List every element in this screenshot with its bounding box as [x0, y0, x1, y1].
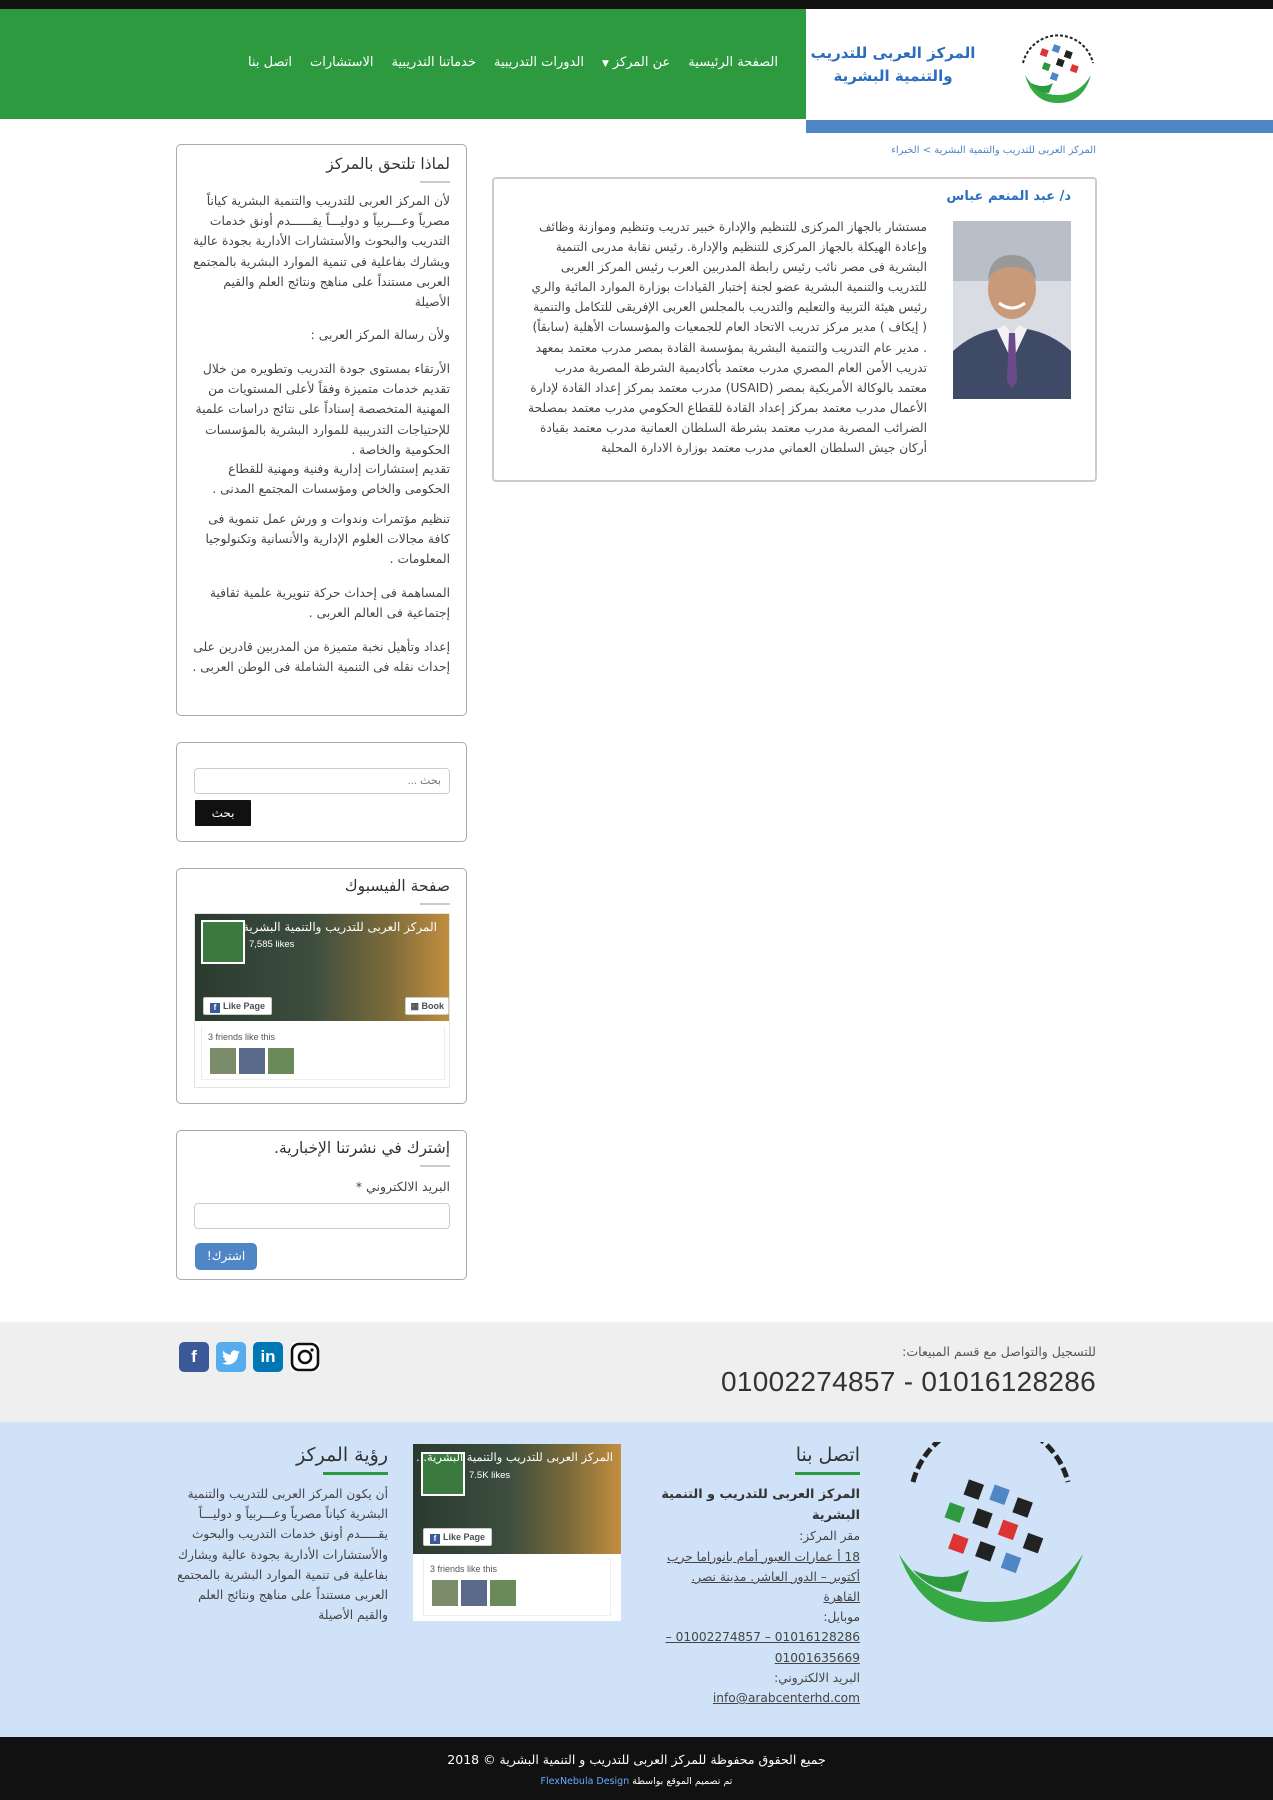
why-join-box [176, 144, 467, 716]
sales-text: للتسجيل والتواصل مع قسم المبيعات: [902, 1344, 1096, 1359]
logo-line-2: والتنمية البشرية [833, 67, 953, 85]
email-label: البريد الالكتروني: [774, 1670, 860, 1685]
facebook-friends-text: 3 friends like this [430, 1564, 498, 1574]
calendar-icon: ▦ [410, 1001, 422, 1011]
facebook-friends-text: 3 friends like this [208, 1032, 276, 1042]
main-nav [248, 55, 778, 70]
header-accent-strip [806, 120, 1273, 133]
breadcrumb-current[interactable]: الخبراء [891, 145, 920, 156]
site-footer [0, 1422, 1273, 1737]
expert-photo [953, 221, 1071, 399]
friend-avatar[interactable] [461, 1580, 487, 1606]
nav-consulting[interactable]: الاستشارات [310, 55, 374, 70]
facebook-page-name[interactable]: المركز العربى للتدريب والتنمية البشرية [242, 920, 437, 934]
why-paragraph-5: تنظيم مؤتمرات وندوات و ورش عمل تنموية فى كافة مجالات العلوم الإدارية والأنسانية وتكنولوجيا المعلومات . [205, 512, 450, 567]
twitter-icon[interactable] [216, 1342, 246, 1372]
facebook-title: صفحة الفيسبوك [344, 877, 450, 895]
contact-details [660, 1484, 860, 1708]
friend-avatar[interactable] [210, 1048, 236, 1074]
friend-avatar[interactable] [239, 1048, 265, 1074]
why-paragraph-1: لأن المركز العربى للتدريب والتنمية البشرية كياناً مصرياً وعـــربياً و دوليـــاً يقــــــدم أونق خدمات التدريب والبحوث والأستشارات الأدارية بجودة عالية ويشارك بفاعلية فى تنمية الموارد البشرية بالمجتمع العربى مستنداً على مناهج ونتائج العلم والقيم الأصيلة [192, 194, 450, 310]
newsletter-email-input[interactable] [194, 1203, 450, 1229]
expert-bio: مستشار بالجهاز المركزى للتنظيم والإدارة خبير تدريب وتنظيم وموازنة وظائف وإعادة الهيكلة بالجهاز المركزى للتنظيم والإدارة. رئيس نقابة مدربى التنمية البشرية فى مصر نائب رئيس رابطة المدربين العرب رئيس المركز العربى للتدريب والتنمية البشرية عضو لجنة إختبار القيادات بوزارة الموارد المائية والري رئيس هيئة التربية والتعليم والتدريب بالمجلس العربى الإفريقى للتكامل والتنمية ( إيكاف ) مدير مركز تدريب الاتحاد العام للجمعيات والمؤسسات الأهلية (سابقاً) . مدير عام التدريب والتنمية البشرية بمؤسسة القادة بمصر مدرب معتمد بمعهد تدريب الأمن العام المصري مدرب معتمد بأكاديمية الشرطة المصرية مدرب معتمد بالوكالة الأمريكية بمصر (USAID) مدرب معتمد بمركز إعداد القادة لإدارة الأعمال مدرب معتمد بمركز إعداد القادة للقطاع الحكومي مدرب معتمد بمصلحة الضرائب المصرية مدرب معتمد بشرطة السلطان العمانية مدرب معتمد بقيادة أركان جيش السلطان العماني مدرب معتمد بوزارة الادارة المحلية [528, 220, 927, 456]
copyright-bar [0, 1737, 1273, 1800]
logo-area[interactable] [806, 9, 1273, 119]
vision-text: أن يكون المركز العربى للتدريب والتنمية البشرية كياناً مصرياً وعـــربياً و دوليـــاً يقـــــدم أونق خدمات التدريب والبحوث والأستشارات الأدارية بجودة عالية ويشارك بفاعلية فى تنمية الموارد البشرية بالمجتمع العربى مستنداً على مناهج ونتائج العلم والقيم الأصيلة [177, 1487, 388, 1623]
credit-prefix: تم تصميم الموقع بواسطة [632, 1776, 733, 1787]
breadcrumb-home[interactable]: المركز العربى للتدريب والتنمية البشرية [934, 145, 1096, 156]
instagram-icon[interactable] [290, 1342, 320, 1372]
mobile-numbers-link[interactable]: 01016128286 – 01002274857 – 01001635669 [665, 1630, 860, 1665]
title-underline [323, 1472, 388, 1475]
nav-about-label: عن المركز [612, 55, 671, 70]
facebook-friends [423, 1558, 611, 1616]
nav-about[interactable] [602, 55, 670, 70]
contact-title: اتصل بنا [795, 1444, 860, 1466]
email-label: البريد الالكتروني * [355, 1179, 450, 1194]
linkedin-icon[interactable]: in [253, 1342, 283, 1372]
breadcrumb [891, 145, 1096, 156]
vision-title: رؤية المركز [296, 1444, 388, 1466]
friend-avatar[interactable] [432, 1580, 458, 1606]
facebook-book-button[interactable] [405, 997, 449, 1015]
breadcrumb-separator: > [922, 145, 932, 156]
facebook-icon: f [210, 1003, 220, 1013]
why-paragraph-6: المساهمة فى إحداث حركة تنويرية علمية ثقافية إجتماعية فى العالم العربى . [209, 586, 450, 621]
facebook-page-name[interactable]: المركز العربى للتدريب والتنمية البشرية... [416, 1450, 613, 1464]
facebook-like-button[interactable] [423, 1528, 492, 1546]
why-title: لماذا تلتحق بالمركز [326, 155, 450, 173]
facebook-like-label: Like Page [223, 1001, 266, 1011]
facebook-likes: 7,585 likes [249, 939, 295, 950]
hq-address[interactable] [660, 1547, 860, 1608]
subscribe-button[interactable]: اشترك! [195, 1243, 257, 1270]
logo-line-1: المركز العربى للتدريب [810, 44, 976, 62]
footer-facebook-widget[interactable] [413, 1444, 621, 1621]
credit-link[interactable]: FlexNebula Design [540, 1776, 630, 1787]
title-underline [420, 903, 450, 905]
facebook-box [176, 868, 467, 1104]
copyright-text: جميع الحقوق محفوظة للمركز العربى للتدريب و التنمية البشرية © 2018 [447, 1752, 826, 1767]
nav-courses[interactable]: الدورات التدريبية [493, 55, 584, 70]
facebook-page-avatar[interactable] [201, 920, 245, 964]
social-links [179, 1342, 320, 1372]
nav-services[interactable]: خدماتنا التدريبية [391, 55, 476, 70]
facebook-likes: 7.5K likes [469, 1470, 511, 1481]
sales-phones[interactable]: 01002274857 - 01016128286 [721, 1366, 1096, 1397]
mobile-numbers[interactable] [660, 1627, 860, 1667]
facebook-book-label: Book [421, 1001, 444, 1011]
title-underline [420, 181, 450, 183]
search-box [176, 742, 467, 842]
facebook-widget[interactable] [194, 913, 450, 1088]
nav-home[interactable]: الصفحة الرئيسية [688, 55, 778, 70]
site-header [0, 9, 1273, 119]
facebook-like-label: Like Page [443, 1532, 486, 1542]
hq-address-link[interactable]: 18 أ عمارات العبور أمام بانوراما حرب أكتوبر – الدور العاشر. مدينة نصر. القاهرة [667, 1549, 860, 1605]
mobile-label: موبايل: [823, 1610, 860, 1625]
search-button[interactable]: بحث [195, 800, 251, 826]
search-input[interactable] [194, 768, 450, 794]
top-black-bar [0, 0, 1273, 9]
facebook-friends [201, 1026, 445, 1080]
newsletter-title: إشترك في نشرتنا الإخبارية. [274, 1139, 450, 1157]
caret-down-icon: ▼ [601, 59, 609, 69]
logo-icon [1013, 23, 1103, 109]
facebook-like-button[interactable] [203, 997, 272, 1015]
title-underline [420, 1165, 450, 1167]
email-address-link[interactable]: info@arabcenterhd.com [712, 1691, 860, 1706]
friend-avatar[interactable] [490, 1580, 516, 1606]
why-paragraph-2: ولأن رسالة المركز العربى : [310, 328, 450, 342]
facebook-icon[interactable]: f [179, 1342, 209, 1372]
email-address[interactable] [660, 1688, 860, 1708]
facebook-icon: f [430, 1534, 440, 1544]
expert-name[interactable]: د/ عبد المنعم عباس [946, 189, 1071, 204]
sales-band [0, 1322, 1273, 1422]
friend-avatar[interactable] [268, 1048, 294, 1074]
logo-text [793, 42, 993, 88]
expert-card [492, 177, 1097, 482]
nav-contact[interactable]: اتصل بنا [248, 55, 292, 70]
footer-logo-icon [883, 1442, 1098, 1627]
design-credit [0, 1776, 1273, 1787]
why-paragraph-7: إعداد وتأهيل نخبة متميزة من المدربين قادرين على إحداث نقله فى التنمية الشاملة فى الوطن العربى . [192, 640, 450, 675]
why-paragraph-4: تقديم إستشارات إدارية وفنية ومهنية للقطاع الحكومى والخاص ومؤسسات المجتمع المدنى . [212, 462, 450, 497]
hq-label: مقر المركز: [799, 1529, 860, 1544]
newsletter-box [176, 1130, 467, 1280]
contact-org-name: المركز العربى للتدريب و التنمية البشرية [661, 1487, 860, 1524]
why-paragraph-3: الأرتقاء بمستوى جودة التدريب وتطويره من خلال تقديم خدمات متميزة وفقاً لأعلى المستويات من المهنية المتخصصة إسناداً على نتائج دراسات علمية للإحتياجات التدريبية للموارد البشرية بالمؤسسات الحكومية والخاصة . [195, 362, 450, 457]
title-underline [795, 1472, 860, 1475]
contact-org [660, 1484, 860, 1526]
